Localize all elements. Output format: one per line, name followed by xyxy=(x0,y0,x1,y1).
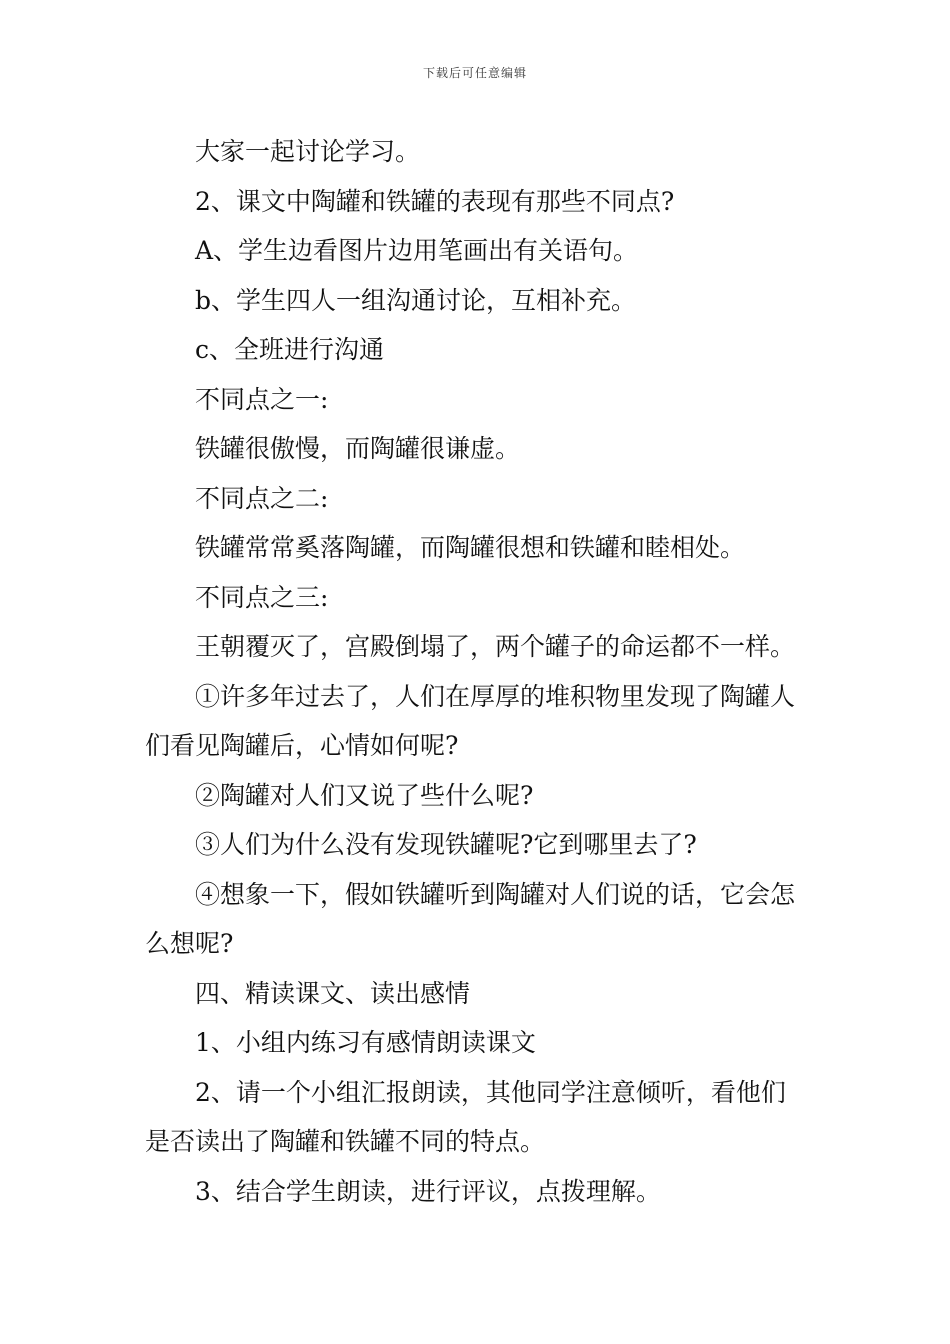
paragraph-5: c、全班进行沟通 xyxy=(195,335,385,364)
paragraph-13: ②陶罐对人们又说了些什么呢? xyxy=(195,780,534,810)
paragraph-17: 1、小组内练习有感情朗读课文 xyxy=(195,1028,536,1057)
paragraph-7: 铁罐很傲慢，而陶罐很谦虚。 xyxy=(195,434,521,463)
paragraph-4: b、学生四人一组沟通讨论，互相补充。 xyxy=(195,285,637,315)
paragraph-19: 3、结合学生朗读，进行评议，点拨理解。 xyxy=(195,1176,661,1206)
paragraph-2: 2、课文中陶罐和铁罐的表现有那些不同点? xyxy=(195,186,675,216)
paragraph-9: 铁罐常常奚落陶罐，而陶罐很想和铁罐和睦相处。 xyxy=(195,533,746,562)
paragraph-10: 不同点之三: xyxy=(195,582,329,612)
paragraph-16: 四、精读课文、读出感情 xyxy=(195,978,471,1008)
paragraph-11: 王朝覆灭了，宫殿倒塌了，两个罐子的命运都不一样。 xyxy=(195,632,796,661)
paragraph-6: 不同点之一: xyxy=(195,384,329,414)
page-header: 下载后可任意编辑 xyxy=(422,66,527,80)
paragraph-18: 2、请一个小组汇报朗读，其他同学注意倾听，看他们是否读出了陶罐和铁罐不同的特点。 xyxy=(145,1077,786,1156)
paragraph-1: 大家一起讨论学习。 xyxy=(195,137,421,166)
paragraph-12: ①许多年过去了，人们在厚厚的堆积物里发现了陶罐人们看见陶罐后，心情如何呢? xyxy=(145,681,796,760)
paragraph-8: 不同点之二: xyxy=(195,483,329,513)
paragraph-15: ④想象一下，假如铁罐听到陶罐对人们说的话，它会怎么想呢? xyxy=(145,879,796,958)
paragraph-14: ③人们为什么没有发现铁罐呢?它到哪里去了? xyxy=(195,830,697,859)
document-body xyxy=(145,127,810,1216)
paragraph-3: A、学生边看图片边用笔画出有关语句。 xyxy=(195,236,639,265)
